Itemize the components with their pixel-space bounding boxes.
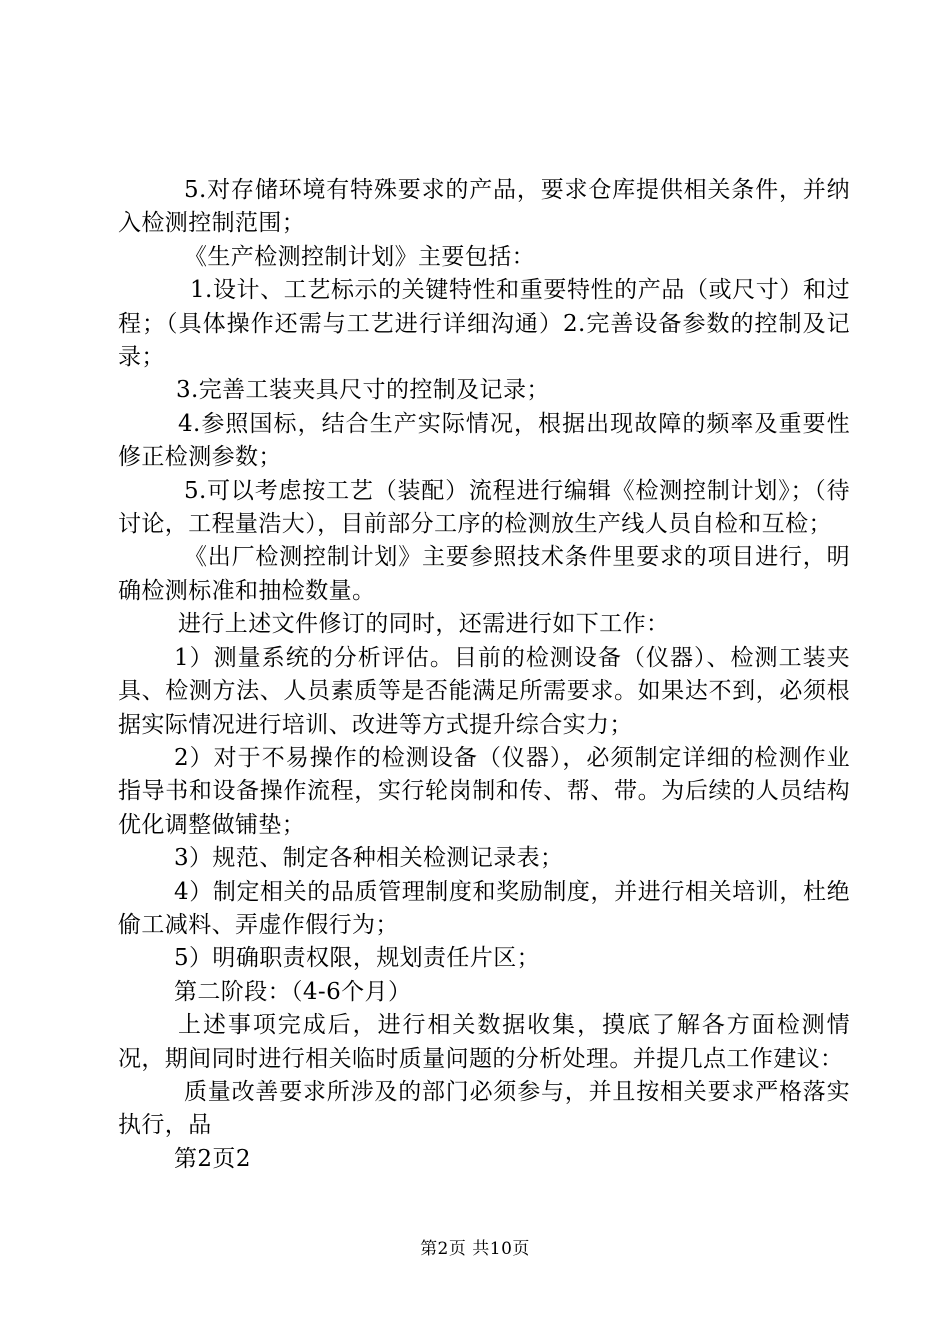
paragraph-fixture-control: 3.完善工装夹具尺寸的控制及记录； <box>176 377 550 404</box>
paragraph-phase-two-heading: 第二阶段：（4-6个月） <box>174 978 412 1005</box>
paragraph-record-forms: 3）规范、制定各种相关检测记录表； <box>174 845 564 872</box>
paragraph-storage-requirement: 5.对存储环境有特殊要求的产品，要求仓库提供相关条件，并纳入检测控制范围； <box>118 177 850 237</box>
paragraph-data-collection: 上述事项完成后，进行相关数据收集，摸底了解各方面检测情况，期间同时进行相关临时质量问题的分析处理。并提几点工作建议： <box>118 1012 850 1072</box>
paragraph-measurement-system: 1）测量系统的分析评估。目前的检测设备（仪器）、检测工装夹具、检测方法、人员素质等是否能满足所需要求。如果达不到，必须根据实际情况进行培训、改进等方式提升综合实力； <box>118 644 850 738</box>
paragraph-inline-page-marker: 第2页2 <box>174 1145 251 1172</box>
paragraph-additional-work-heading: 进行上述文件修订的同时，还需进行如下工作： <box>178 611 670 638</box>
paragraph-quality-system: 4）制定相关的品质管理制度和奖励制度，并进行相关培训，杜绝偷工减料、弄虚作假行为； <box>118 878 850 938</box>
paragraph-process-flow: 5.可以考虑按工艺（装配）流程进行编辑《检测控制计划》；（待讨论，工程量浩大），目前部分工序的检测放生产线人员自检和互检； <box>118 477 850 538</box>
paragraph-department-participation: 质量改善要求所涉及的部门必须参与，并且按相关要求严格落实执行，品 <box>118 1078 850 1139</box>
document-body <box>118 174 850 1176</box>
paragraph-operation-guide: 2）对于不易操作的检测设备（仪器），必须制定详细的检测作业指导书和设备操作流程，实行轮岗制和传、帮、带。为后续的人员结构优化调整做铺垫； <box>118 744 850 838</box>
page-footer: 第2页 共10页 <box>420 1239 530 1259</box>
paragraph-national-standard: 4.参照国标，结合生产实际情况，根据出现故障的频率及重要性修正检测参数； <box>118 410 850 471</box>
paragraph-factory-plan: 《出厂检测控制计划》主要参照技术条件里要求的项目进行，明确检测标准和抽检数量。 <box>118 544 850 604</box>
paragraph-responsibility: 5）明确职责权限，规划责任片区； <box>174 945 541 972</box>
paragraph-production-plan-heading: 《生产检测控制计划》主要包括： <box>184 243 535 270</box>
paragraph-key-characteristics: 1.设计、工艺标示的关键特性和重要特性的产品（或尺寸）和过程；（具体操作还需与工艺进行详细沟通）2.完善设备参数的控制及记录； <box>118 277 850 371</box>
